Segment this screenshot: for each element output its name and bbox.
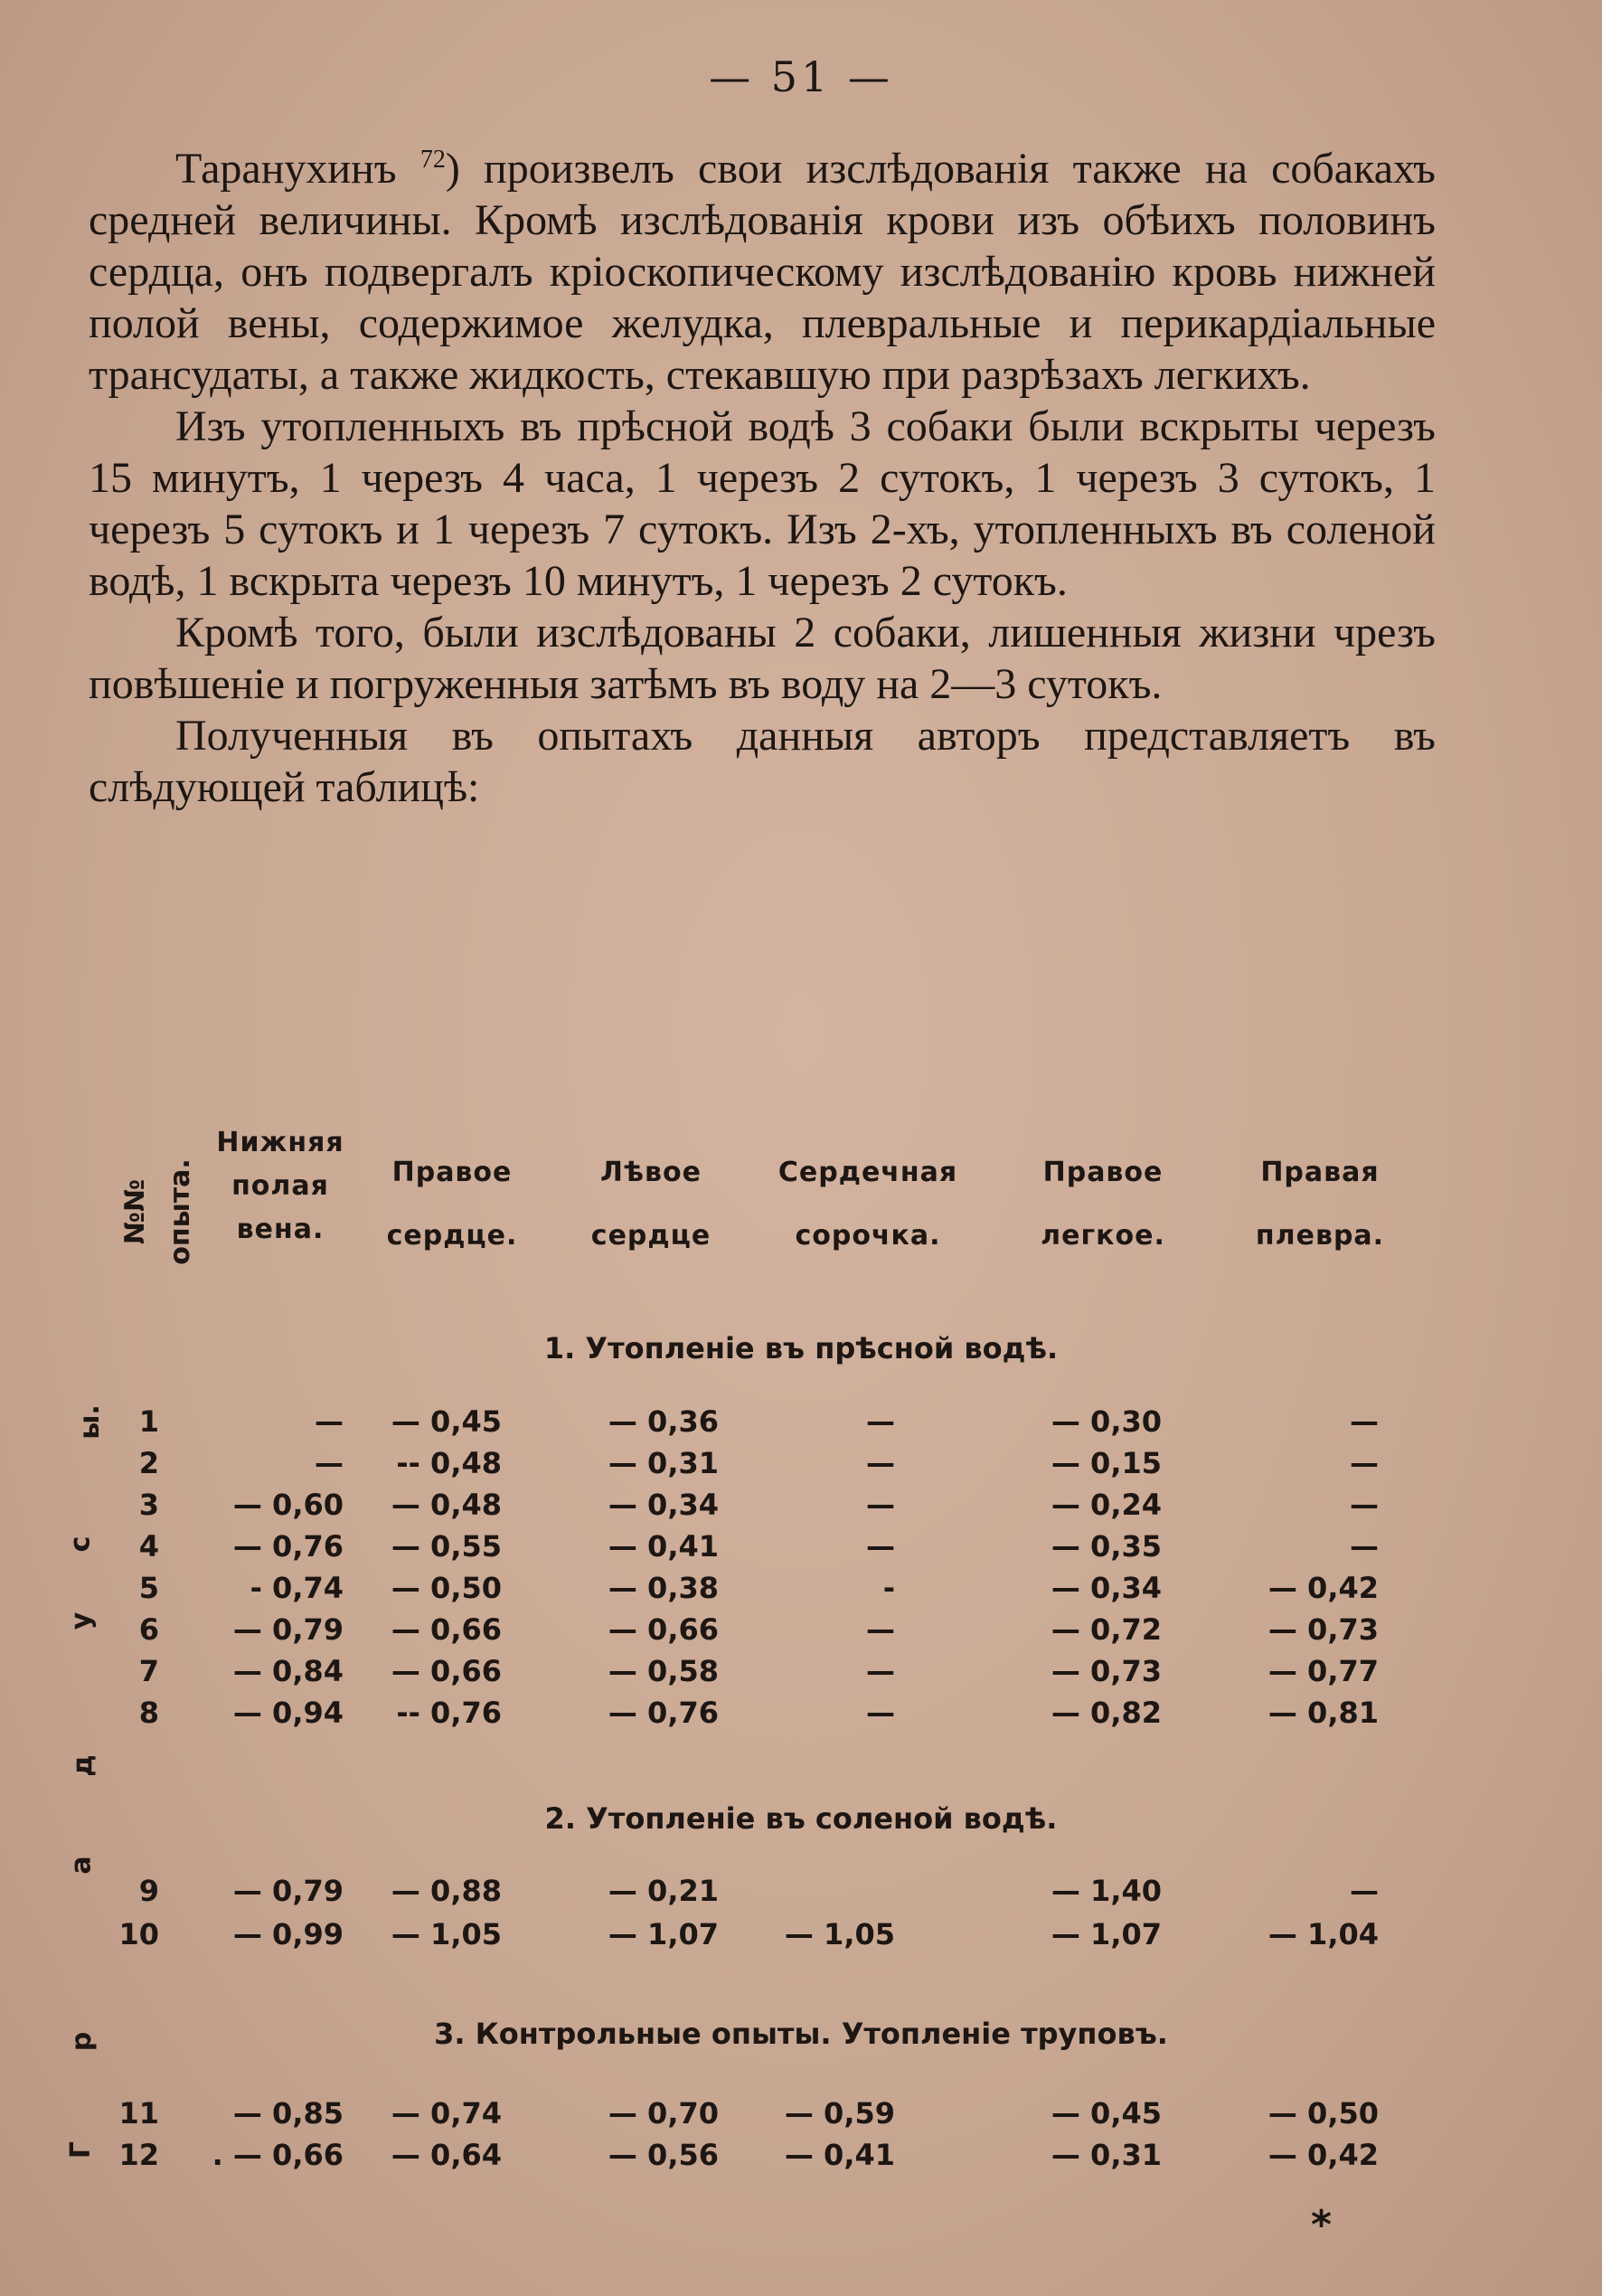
margin-letter: у <box>65 1611 98 1630</box>
cell-right-lung: — 0,31 <box>1051 2138 1162 2172</box>
cell-pericardium: — <box>866 1404 895 1439</box>
cell-vena-cava: — 0,94 <box>232 1696 344 1730</box>
cell-right-lung: — 0,24 <box>1051 1488 1162 1522</box>
cell-right-lung: — 0,35 <box>1051 1529 1162 1564</box>
margin-letter: р <box>66 2031 99 2052</box>
cell-right-pleura: — <box>1350 1446 1379 1480</box>
table-row <box>0 1612 1602 1654</box>
cell-pericardium: — <box>866 1488 895 1522</box>
table-row <box>0 1488 1602 1529</box>
cell-vena-cava: — 0,84 <box>232 1654 344 1688</box>
cell-pericardium: — <box>866 1612 895 1647</box>
table-row <box>0 1529 1602 1571</box>
cell-right-heart: — 0,74 <box>391 2096 502 2131</box>
cell-left-heart: — 0,21 <box>608 1874 719 1908</box>
cell-pericardium: — <box>866 1654 895 1688</box>
header-vena-cava-line3: вена. <box>236 1214 325 1245</box>
cell-number: 2 <box>138 1446 159 1480</box>
cell-left-heart: — 0,31 <box>608 1446 719 1480</box>
header-right-lung <box>1013 1141 1193 1268</box>
cell-number: 1 <box>138 1404 159 1439</box>
header-right-lung-line2: легкое. <box>1041 1220 1165 1252</box>
cell-right-lung: — 0,15 <box>1051 1446 1162 1480</box>
cell-right-heart: — 0,45 <box>391 1404 502 1439</box>
margin-letter: д <box>67 1754 99 1777</box>
cell-right-heart: -- 0,48 <box>396 1446 502 1480</box>
cell-right-heart: — 0,50 <box>391 1571 502 1605</box>
cell-right-lung: — 0,30 <box>1051 1404 1162 1439</box>
header-left-heart <box>570 1141 732 1268</box>
cell-right-pleura: — <box>1350 1529 1379 1564</box>
header-right-heart-line2: сердце. <box>386 1220 518 1252</box>
section-title-fresh-water: 1. Утопленіе въ прѣсной водѣ. <box>543 1331 1059 1365</box>
cell-vena-cava: — <box>315 1404 344 1439</box>
cell-right-heart: — 0,88 <box>391 1874 502 1908</box>
margin-letter: а <box>65 1856 98 1875</box>
table-row <box>0 1654 1602 1696</box>
footnote-ref: 72 <box>419 146 446 174</box>
cell-right-pleura: — <box>1350 1404 1379 1439</box>
cell-vena-cava: — 0,79 <box>232 1874 344 1908</box>
section-title-control: 3. Контрольные опыты. Утопленіе труповъ. <box>434 2017 1168 2051</box>
cell-vena-cava: - 0,74 <box>250 1571 344 1605</box>
cell-vena-cava: . — 0,66 <box>212 2138 344 2172</box>
table-row <box>0 2138 1602 2179</box>
section-title-salt-water: 2. Утопленіе въ соленой водѣ. <box>544 1801 1058 1836</box>
paragraph-2: Изъ утопленныхъ въ прѣсной водѣ 3 собаки были вскрыты черезъ 15 минутъ, 1 черезъ 4 часа, 1 черезъ 2 сутокъ, 1 черезъ 3 сутокъ, 1 черезъ 5 сутокъ и 1 черезъ 7 сутокъ. Изъ 2-хъ, утопленныхъ въ соленой водѣ, 1 вскрыта черезъ 10 минутъ, 1 черезъ 2 сутокъ. <box>89 402 1436 605</box>
cell-vena-cava: — 0,79 <box>232 1612 344 1647</box>
cell-number: 11 <box>118 2096 159 2131</box>
table-row <box>0 1874 1602 1915</box>
cell-right-pleura: — 0,42 <box>1267 2138 1379 2172</box>
cell-left-heart: — 0,70 <box>608 2096 719 2131</box>
paragraph-1-rest: ) произвелъ свои изслѣдованія также на собакахъ средней величины. Кромѣ изслѣдованія крови изъ обѣихъ половинъ сердца, онъ подвергалъ кріоскопическому изслѣдованію кровь нижней полой вены, содержимое желудка, плевральные и перикардіальные трансудаты, а также жидкость, стекавшую при разрѣзахъ легкихъ. <box>89 145 1437 399</box>
cell-right-pleura: — 0,81 <box>1267 1696 1379 1730</box>
header-right-heart-line1: Правое <box>391 1157 513 1188</box>
header-right-pleura-line1: Правая <box>1260 1157 1380 1188</box>
cell-pericardium: — <box>866 1446 895 1480</box>
header-vena-cava <box>194 1121 366 1252</box>
cell-number: 9 <box>138 1874 159 1908</box>
cell-pericardium: — <box>866 1696 895 1730</box>
table-row <box>0 1917 1602 1959</box>
cell-pericardium: — <box>866 1529 895 1564</box>
cell-right-pleura: — 0,50 <box>1267 2096 1379 2131</box>
cell-right-heart: — 0,64 <box>391 2138 502 2172</box>
cell-right-pleura: — 0,77 <box>1267 1654 1379 1688</box>
cell-vena-cava: — 0,99 <box>232 1917 344 1951</box>
header-right-pleura-line2: плевра. <box>1255 1220 1385 1252</box>
cell-number: 4 <box>138 1529 159 1564</box>
header-right-lung-line1: Правое <box>1042 1157 1164 1188</box>
footer-asterisk: * <box>1311 2202 1333 2248</box>
cell-right-heart: — 0,48 <box>391 1488 502 1522</box>
header-vena-cava-line1: Нижняя <box>216 1127 344 1158</box>
cell-right-heart: -- 0,76 <box>396 1696 502 1730</box>
cell-pericardium: - <box>882 1571 895 1605</box>
cell-number: 10 <box>118 1917 159 1951</box>
cell-right-heart: — 1,05 <box>391 1917 502 1951</box>
paragraph-1-start: Таранухинъ <box>175 145 420 193</box>
header-left-heart-line2: сердце <box>590 1220 711 1252</box>
header-pericardium-line1: Сердечная <box>777 1157 958 1188</box>
table-row <box>0 1404 1602 1446</box>
header-pericardium-line2: сорочка. <box>795 1220 941 1252</box>
cell-right-pleura: — 0,73 <box>1267 1612 1379 1647</box>
header-vena-cava-line2: полая <box>231 1170 329 1202</box>
cell-number: 8 <box>138 1696 159 1730</box>
table-row <box>0 2096 1602 2138</box>
cell-right-lung: — 0,73 <box>1051 1654 1162 1688</box>
cell-vena-cava: — <box>315 1446 344 1480</box>
cell-pericardium: — 0,59 <box>784 2096 895 2131</box>
cell-right-heart: — 0,66 <box>391 1612 502 1647</box>
cell-left-heart: — 0,76 <box>608 1696 719 1730</box>
cell-left-heart: — 0,36 <box>608 1404 719 1439</box>
cell-right-pleura: — 0,42 <box>1267 1571 1379 1605</box>
cell-vena-cava: — 0,85 <box>232 2096 344 2131</box>
cell-right-lung: — 0,82 <box>1051 1696 1162 1730</box>
cell-vena-cava: — 0,76 <box>232 1529 344 1564</box>
table-row <box>0 1571 1602 1612</box>
cell-left-heart: — 0,38 <box>608 1571 719 1605</box>
margin-letter: с <box>64 1535 97 1553</box>
margin-letter: Г <box>65 2140 98 2159</box>
header-right-heart <box>371 1141 533 1268</box>
page-number: — 51 — <box>709 52 893 101</box>
cell-number: 5 <box>138 1571 159 1605</box>
table-row <box>0 1446 1602 1488</box>
paragraph-3: Кромѣ того, были изслѣдованы 2 собаки, лишенныя жизни чрезъ повѣшеніе и погруженныя затѣмъ въ воду на 2—3 сутокъ. <box>89 609 1436 708</box>
cell-right-pleura: — <box>1350 1488 1379 1522</box>
cell-left-heart: — 0,56 <box>608 2138 719 2172</box>
cell-number: 3 <box>138 1488 159 1522</box>
cell-number: 6 <box>138 1612 159 1647</box>
cell-left-heart: — 0,34 <box>608 1488 719 1522</box>
cell-vena-cava: — 0,60 <box>232 1488 344 1522</box>
table-row <box>0 1696 1602 1737</box>
cell-pericardium: — 0,41 <box>784 2138 895 2172</box>
cell-right-lung: — 1,40 <box>1051 1874 1162 1908</box>
cell-right-lung: — 0,72 <box>1051 1612 1162 1647</box>
cell-number: 7 <box>138 1654 159 1688</box>
cell-right-pleura: — 1,04 <box>1267 1917 1379 1951</box>
cell-right-lung: — 0,34 <box>1051 1571 1162 1605</box>
cell-right-heart: — 0,66 <box>391 1654 502 1688</box>
cell-left-heart: — 0,41 <box>608 1529 719 1564</box>
body-text <box>89 143 1436 813</box>
header-left-heart-line1: Лѣвое <box>600 1157 702 1188</box>
paragraph-4: Полученныя въ опытахъ данныя авторъ представляетъ въ слѣдующей таблицѣ: <box>89 712 1436 811</box>
cell-pericardium: — 1,05 <box>784 1917 895 1951</box>
cell-number: 12 <box>118 2138 159 2172</box>
cell-left-heart: — 0,58 <box>608 1654 719 1688</box>
header-pericardium <box>759 1141 976 1268</box>
cell-right-pleura: — <box>1350 1874 1379 1908</box>
margin-letter: ы. <box>73 1404 106 1440</box>
cell-left-heart: — 1,07 <box>608 1917 719 1951</box>
paragraph-1 <box>89 143 1436 401</box>
cell-left-heart: — 0,66 <box>608 1612 719 1647</box>
cell-right-lung: — 0,45 <box>1051 2096 1162 2131</box>
experiment-number-header: №№ опыта. <box>119 1158 196 1265</box>
cell-right-heart: — 0,55 <box>391 1529 502 1564</box>
header-right-pleura <box>1230 1141 1410 1268</box>
cell-right-lung: — 1,07 <box>1051 1917 1162 1951</box>
